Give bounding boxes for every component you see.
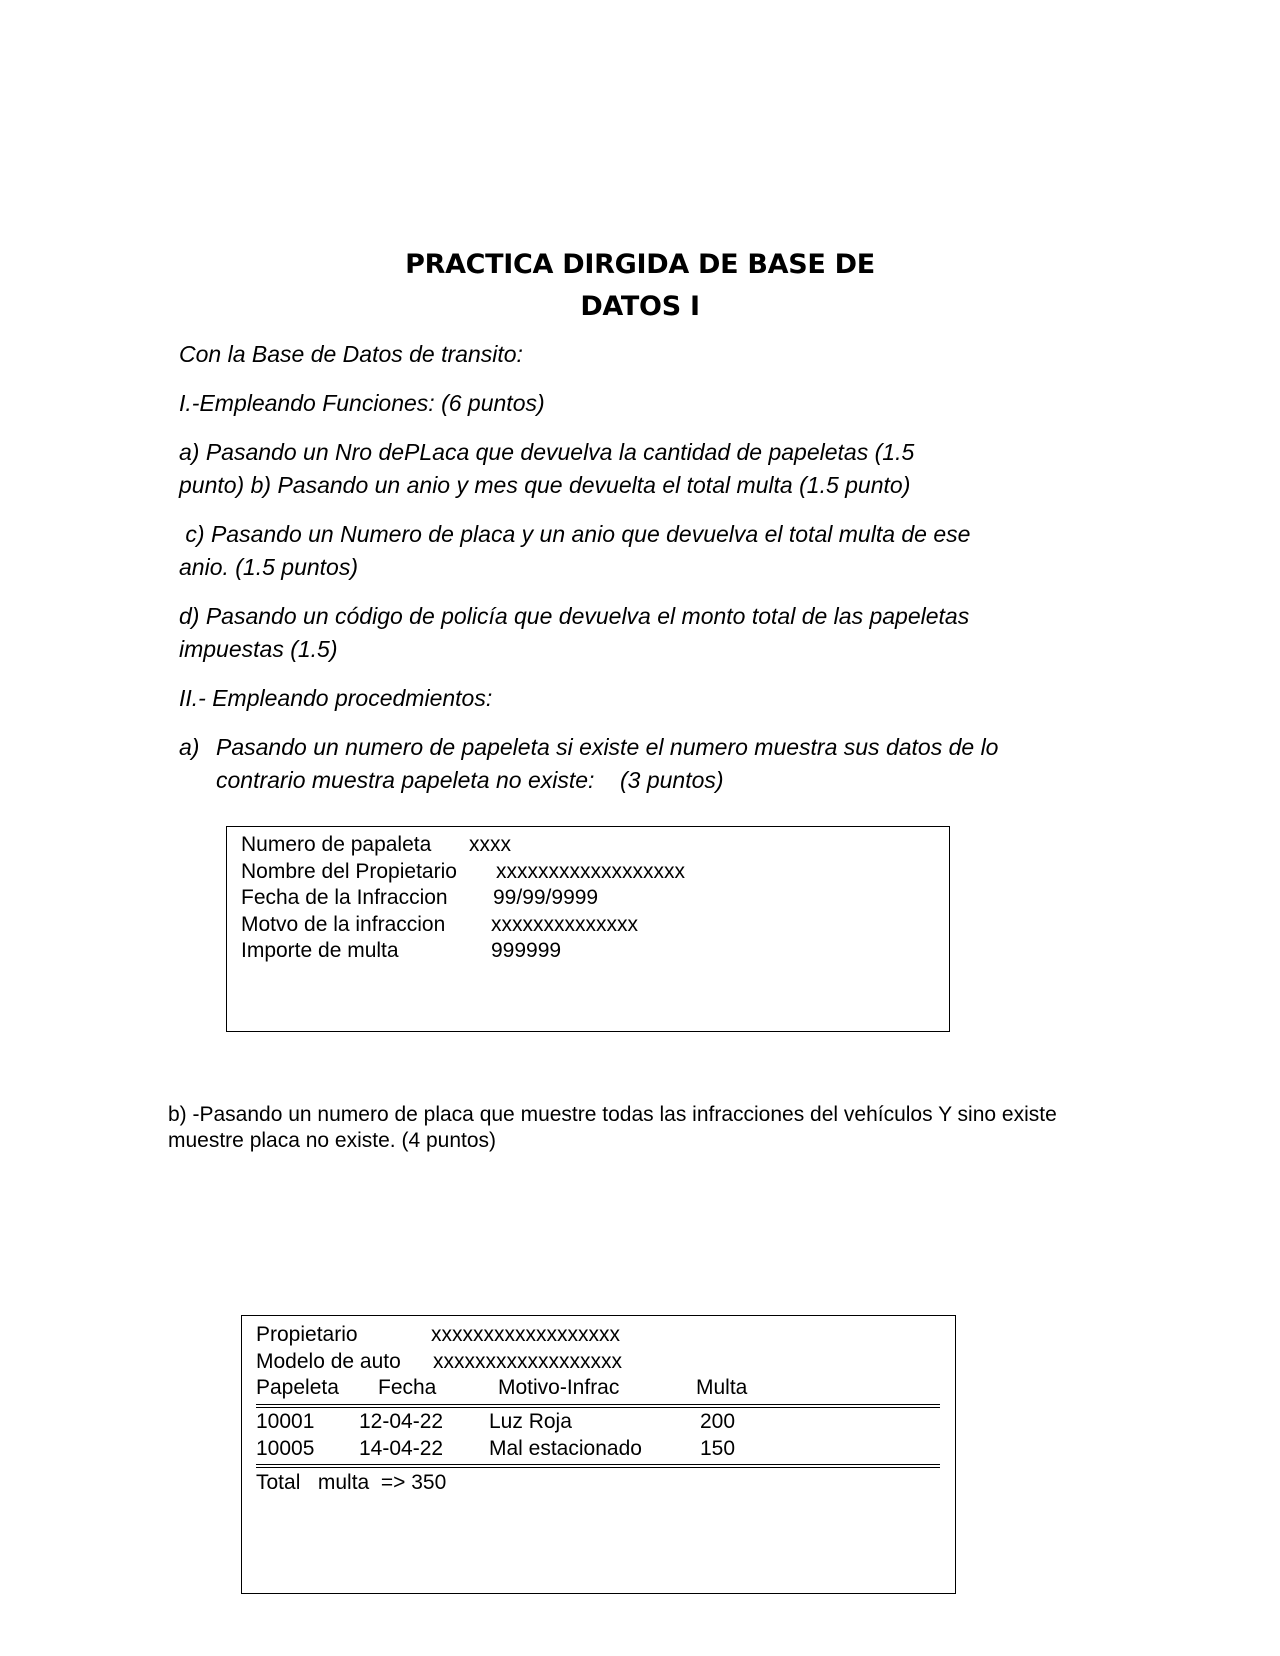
item-a-text: Pasando un numero de papeleta si existe el numero muestra sus datos de lo contrario muestra papeleta no existe: (3 puntos) [216, 734, 1005, 793]
table-cell: Mal estacionado [489, 1436, 642, 1460]
report-rows [256, 1409, 946, 1462]
item-c-line2: anio. (1.5 puntos) [179, 554, 359, 580]
header-divider [256, 1404, 940, 1408]
section2-heading: II.- Empleando procedmientos: [179, 685, 493, 711]
title-line-1: PRACTICA DIRGIDA DE BASE DE [405, 249, 875, 280]
field-label: Nombre del Propietario [241, 859, 457, 883]
total-multa: Total multa => 350 [256, 1471, 447, 1494]
page-title [0, 244, 1280, 328]
item-d-line2: impuestas (1.5) [179, 636, 338, 662]
table-cell: 10001 [256, 1410, 315, 1433]
total-divider [256, 1464, 940, 1468]
column-header: Multa [696, 1376, 748, 1399]
table-cell: 150 [700, 1436, 736, 1460]
item-ab-line1: a) Pasando un Nro dePLaca que devuelva la cantidad de papeletas (1.5 [179, 439, 915, 465]
field-value: xxxxxxxxxxxxxx [491, 912, 638, 936]
field-value: 999999 [491, 939, 562, 962]
column-header: Motivo-Infrac [498, 1376, 620, 1399]
title-line-2: DATOS I [580, 291, 700, 322]
report-header [256, 1322, 946, 1402]
item-b-line1: b) -Pasando un numero de placa que muestre todas las infracciones del vehículos Y sino existe [168, 1103, 1057, 1126]
item-ab [179, 436, 1059, 502]
table-row [256, 1409, 946, 1436]
field-label: Motvo de la infraccion [241, 912, 446, 936]
table-cell: Luz Roja [489, 1410, 572, 1433]
field-value: xxxx [469, 833, 511, 856]
item-a-label: a) [179, 734, 200, 760]
table-cell: 12-04-22 [359, 1410, 444, 1433]
column-header-row [256, 1375, 946, 1402]
owner-value: xxxxxxxxxxxxxxxxxx [431, 1323, 620, 1346]
table-cell: 10005 [256, 1436, 315, 1460]
section1-heading: I.-Empleando Funciones: (6 puntos) [179, 390, 545, 416]
item-c [179, 518, 1059, 584]
section2-item-b [168, 1102, 1168, 1154]
section2-item-a [179, 731, 1086, 797]
item-d [179, 600, 1059, 666]
item-b-line2: muestre placa no existe. (4 puntos) [168, 1129, 497, 1152]
field-value: xxxxxxxxxxxxxxxxxx [496, 859, 685, 883]
field-label: Numero de papaleta [241, 833, 432, 856]
model-value: xxxxxxxxxxxxxxxxxx [433, 1349, 622, 1373]
item-c-line1: c) Pasando un Numero de placa y un anio que devuelva el total multa de ese [179, 521, 971, 547]
intro-text: Con la Base de Datos de transito: [179, 341, 523, 367]
model-label: Modelo de auto [256, 1349, 401, 1373]
field-label: Importe de multa [241, 939, 399, 962]
table-cell: 14-04-22 [359, 1436, 444, 1460]
column-header: Fecha [378, 1376, 437, 1399]
field-value: 99/99/9999 [493, 886, 599, 909]
item-d-line1: d) Pasando un código de policía que devuelva el monto total de las papeletas [179, 603, 970, 629]
table-cell: 200 [700, 1410, 736, 1433]
owner-label: Propietario [256, 1323, 358, 1346]
table-row [256, 1436, 946, 1463]
column-header: Papeleta [256, 1376, 339, 1399]
item-ab-line2: punto) b) Pasando un anio y mes que devuelta el total multa (1.5 punto) [179, 472, 911, 498]
model-row [256, 1349, 946, 1376]
owner-row [256, 1322, 946, 1349]
field-label: Fecha de la Infraccion [241, 886, 448, 909]
